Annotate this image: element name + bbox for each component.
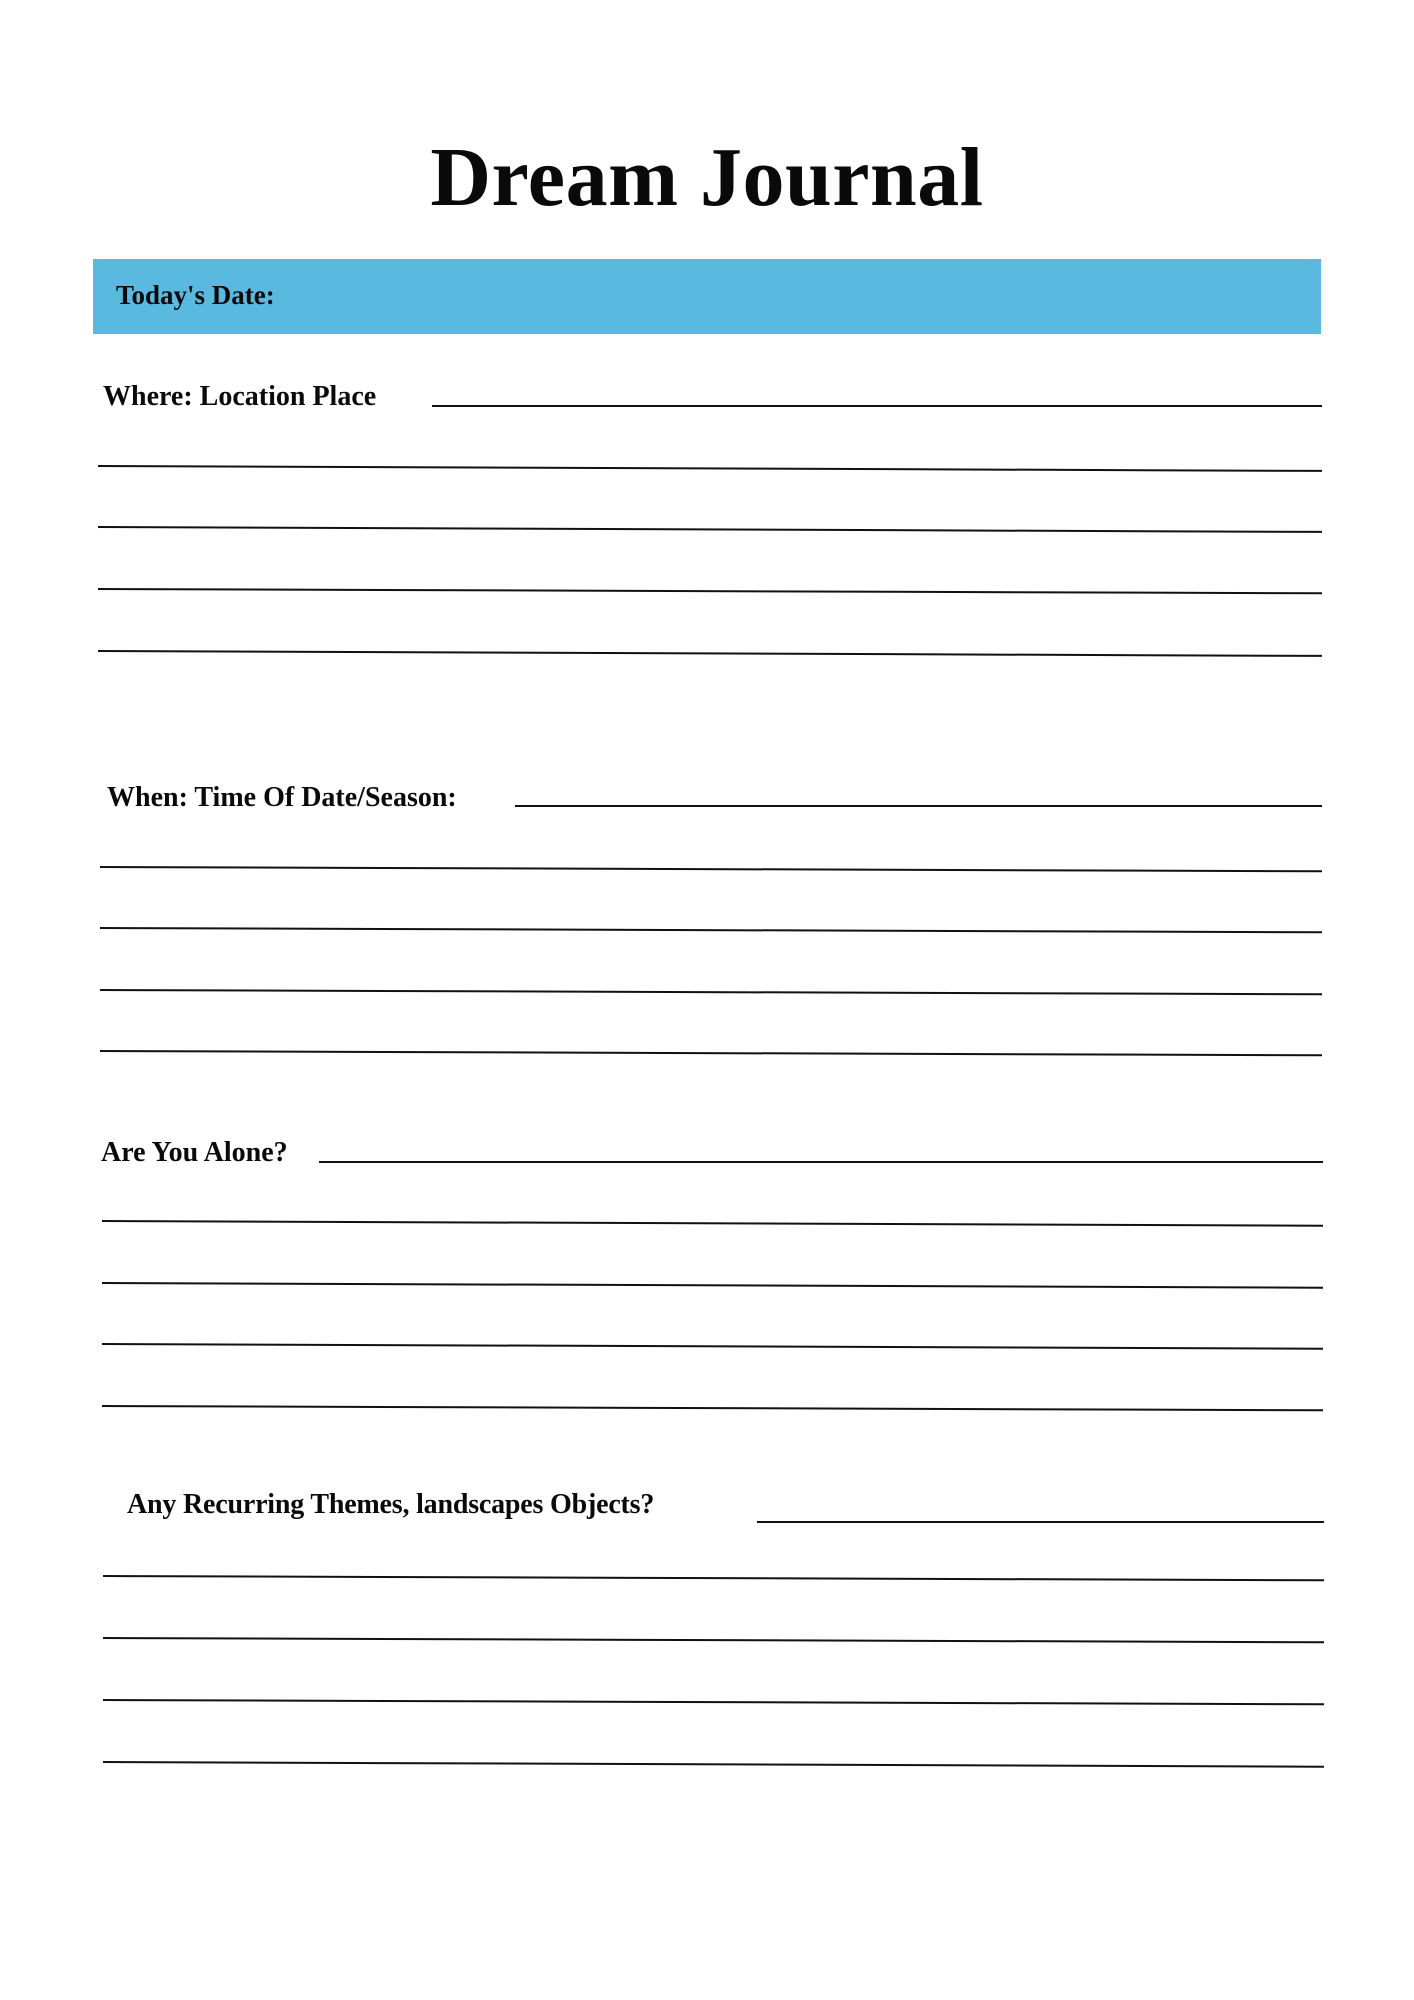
where-label: Where: Location Place [103,381,377,412]
when-line-4[interactable] [100,1050,1322,1056]
date-bar [93,259,1321,334]
when-line-3[interactable] [100,989,1322,995]
where-line-1[interactable] [98,465,1322,472]
alone-line-1[interactable] [102,1220,1323,1227]
recurring-label: Any Recurring Themes, landscapes Objects? [127,1489,655,1520]
alone-answer-line[interactable] [319,1161,1323,1163]
alone-line-4[interactable] [102,1405,1323,1411]
recurring-answer-line[interactable] [757,1521,1324,1523]
recurring-line-4[interactable] [103,1761,1324,1768]
recurring-line-1[interactable] [103,1575,1324,1581]
when-answer-line[interactable] [515,805,1322,807]
alone-label: Are You Alone? [101,1137,288,1168]
where-answer-line[interactable] [432,405,1322,407]
when-label: When: Time Of Date/Season: [107,782,457,813]
when-line-2[interactable] [100,927,1322,933]
recurring-line-2[interactable] [103,1637,1324,1643]
alone-line-2[interactable] [102,1282,1323,1289]
where-line-4[interactable] [98,650,1322,657]
page-title: Dream Journal [430,131,984,224]
when-line-1[interactable] [100,866,1322,872]
where-line-3[interactable] [98,588,1322,594]
alone-line-3[interactable] [102,1343,1323,1350]
date-label: Today's Date: [116,280,275,310]
recurring-line-3[interactable] [103,1699,1324,1705]
where-line-2[interactable] [98,526,1322,533]
